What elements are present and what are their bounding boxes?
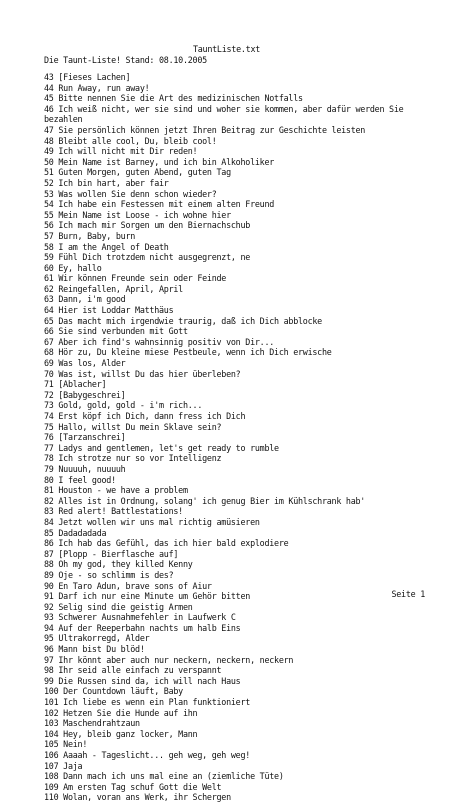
taunt-line: 99 Die Russen sind da, ich will nach Haus (44, 675, 241, 686)
taunt-line: 60 Ey, hallo (44, 262, 102, 273)
taunt-line: 56 Ich mach mir Sorgen um den Biernachschub (44, 220, 251, 231)
taunt-line: 95 Ultrakorregd, Alder (44, 633, 150, 644)
taunt-line: 69 Was los, Alder (44, 358, 126, 369)
taunt-line: 79 Nuuuuh, nuuuuh (44, 463, 126, 474)
taunt-line: 44 Run Away, run away! (44, 82, 150, 93)
taunt-line: 55 Mein Name ist Loose - ich wohne hier (44, 209, 231, 220)
taunt-line: 78 Ich strotze nur so vor Intelligenz (44, 453, 222, 464)
taunt-line: 46 Ich weiß nicht, wer sie sind und woher sie kommen, aber dafür werden Sie (44, 103, 404, 114)
taunt-line: 88 Oh my god, they killed Kenny (44, 559, 193, 570)
taunt-line: 75 Hallo, willst Du mein Sklave sein? (44, 421, 222, 432)
taunt-line: 50 Mein Name ist Barney, und ich bin Alkoholiker (44, 156, 275, 167)
taunt-line: 110 Wolan, voran ans Werk, ihr Schergen (44, 792, 231, 803)
taunt-line: 54 Ich habe ein Festessen mit einem alten Freund (44, 199, 275, 210)
taunt-line: 81 Houston - we have a problem (44, 485, 188, 496)
taunt-line: 59 Fühl Dich trotzdem nicht ausgegrenzt, ne (44, 252, 251, 263)
taunt-line: bezahlen (44, 114, 83, 125)
taunt-line: 83 Red alert! Battlestations! (44, 506, 183, 517)
taunt-line: 86 Ich hab das Gefühl, das ich hier bald explodiere (44, 538, 289, 549)
taunt-line: 43 [Fieses Lachen] (44, 72, 131, 82)
taunt-line: 84 Jetzt wollen wir uns mal richtig amüsieren (44, 516, 260, 527)
taunt-line: 62 Reingefallen, April, April (44, 283, 183, 294)
taunt-line: 45 Bitte nennen Sie die Art des medizinischen Notfalls (44, 93, 303, 104)
taunt-line: 92 Selig sind die geistig Armen (44, 601, 193, 612)
taunt-line: 109 Am ersten Tag schuf Gott die Welt (44, 781, 222, 792)
taunt-line: 89 Oje - so schlimm is des? (44, 569, 174, 580)
taunt-line: 66 Sie sind verbunden mit Gott (44, 326, 188, 337)
taunt-line: 61 Wir können Freunde sein oder Feinde (44, 273, 227, 284)
taunt-line: 58 I am the Angel of Death (44, 241, 169, 252)
taunt-line: 71 [Ablacher] (44, 379, 107, 390)
taunt-line: 106 Aaaah - Tageslicht... geh weg, geh weg! (44, 750, 251, 760)
taunt-line: 93 Schwerer Ausnahmefehler in Laufwerk C (44, 612, 236, 623)
taunt-line: 85 Dadadadada (44, 527, 107, 538)
taunt-line: 82 Alles ist in Ordnung, solang' ich genug Bier im Kühlschrank hab' (44, 495, 366, 506)
taunt-line: 64 Hier ist Loddar Matthäus (44, 305, 174, 316)
taunt-line: 96 Mann bist Du blöd! (44, 644, 145, 655)
taunt-line: 103 Maschendrahtzaun (44, 718, 140, 729)
page-number: Seite 1 (391, 589, 425, 599)
taunt-line: 108 Dann mach ich uns mal eine an (ziemliche Tüte) (44, 771, 284, 782)
taunt-line: 90 En Taro Adun, brave sons of Aiur (44, 580, 212, 591)
taunt-line: 100 Der Countdown läuft, Baby (44, 686, 183, 697)
taunt-line: 72 [Babygeschrei] (44, 389, 126, 400)
taunt-line: 105 Nein! (44, 739, 88, 750)
taunt-line: 102 Hetzen Sie die Hunde auf ihn (44, 707, 198, 718)
taunt-line: 63 Dann, i'm good (44, 294, 126, 305)
taunt-list (44, 72, 429, 803)
taunt-line: 67 Aber ich find's wahnsinnig positiv von Dir... (44, 336, 275, 347)
taunt-line: 98 Ihr seid alle einfach zu verspannt (44, 665, 222, 676)
taunt-line: 51 Guten Morgen, guten Abend, guten Tag (44, 167, 231, 178)
taunt-line: 48 Bleibt alle cool, Du, bleib cool! (44, 135, 217, 146)
taunt-line: 77 Ladys and gentlemen, let's get ready to rumble (44, 442, 279, 453)
taunt-line: 107 Jaja (44, 760, 83, 771)
taunt-line: 73 Gold, gold, gold - i'm rich... (44, 400, 203, 411)
document-filename: TauntListe.txt (192, 44, 261, 54)
taunt-line: 104 Hey, bleib ganz locker, Mann (44, 728, 198, 739)
taunt-line: 101 Ich liebe es wenn ein Plan funktioniert (44, 697, 251, 708)
taunt-line: 76 [Tarzanschrei] (44, 432, 126, 443)
taunt-line: 57 Burn, Baby, burn (44, 230, 136, 241)
taunt-line: 87 [Plopp - Bierflasche auf] (44, 548, 179, 559)
taunt-line: 94 Auf der Reeperbahn nachts um halb Eins (44, 622, 241, 633)
taunt-line: 97 Ihr könnt aber auch nur neckern, neckern, neckern (44, 654, 294, 665)
taunt-line: 49 Ich will nicht mit Dir reden! (44, 146, 198, 157)
taunt-line: 80 I feel good! (44, 474, 116, 485)
taunt-line: 70 Was ist, willst Du das hier überleben? (44, 368, 241, 379)
taunt-line: 68 Hör zu, Du kleine miese Pestbeule, wenn ich Dich erwische (44, 347, 332, 358)
taunt-line: 65 Das macht mich irgendwie traurig, daß ich Dich abblocke (44, 315, 322, 326)
taunt-line: 52 Ich bin hart, aber fair (44, 177, 169, 188)
taunt-line: 47 Sie persönlich können jetzt Ihren Beitrag zur Geschichte leisten (44, 124, 366, 135)
taunt-line: 53 Was wollen Sie denn schon wieder? (44, 188, 217, 199)
document-subtitle: Die Taunt-Liste! Stand: 08.10.2005 (44, 55, 207, 65)
taunt-line: 74 Erst köpf ich Dich, dann fress ich Dich (44, 411, 246, 421)
taunt-line: 91 Darf ich nur eine Minute um Gehör bitten (44, 591, 251, 602)
